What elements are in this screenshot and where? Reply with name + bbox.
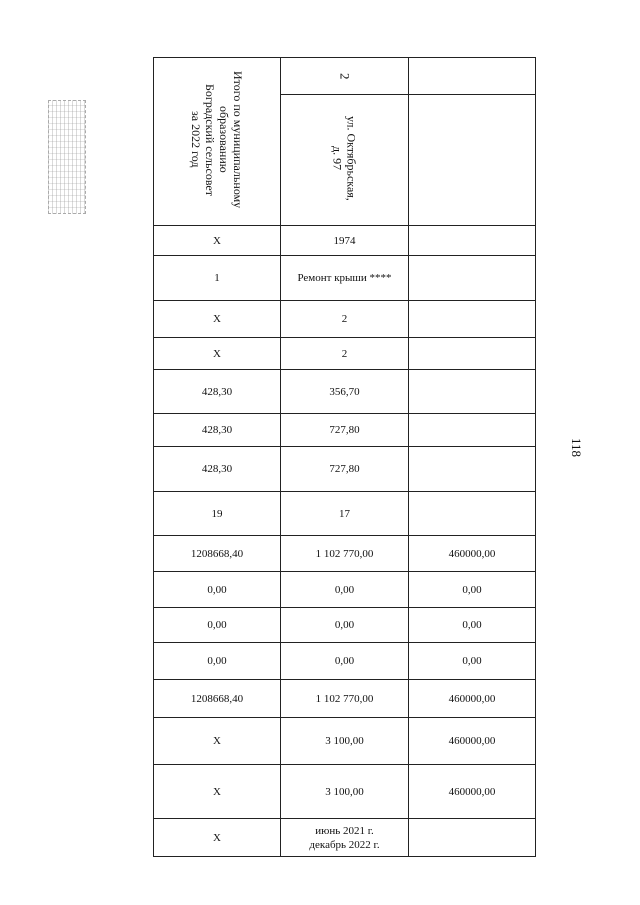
table-cell: 0,00	[154, 572, 281, 608]
table-cell: X	[154, 819, 281, 857]
table-cell: 428,30	[154, 414, 281, 447]
table-cell: 3 100,00	[281, 718, 409, 765]
header-column-number: 2	[337, 72, 353, 79]
table-row	[154, 226, 536, 256]
table-cell: 356,70	[281, 370, 409, 414]
table-cell: 17	[281, 492, 409, 536]
header-empty-cell	[409, 58, 536, 95]
table-cell: 0,00	[281, 572, 409, 608]
table-row	[154, 680, 536, 718]
table-cell: 1208668,40	[154, 536, 281, 572]
header-total-label: Итого по муниципальному образованию Боградский сельсовет за 2022 год	[189, 70, 245, 209]
table-cell: X	[154, 765, 281, 819]
table-cell: 1 102 770,00	[281, 680, 409, 718]
table-cell: X	[154, 301, 281, 338]
header-number-cell	[281, 58, 409, 95]
table-cell: 0,00	[154, 643, 281, 680]
table-row	[154, 819, 536, 857]
data-table	[153, 57, 536, 857]
table-row	[154, 256, 536, 301]
header-address-label: ул. Октябрьская, д. 97	[330, 115, 359, 201]
table-cell: 460000,00	[409, 680, 536, 718]
header-empty-cell	[409, 95, 536, 226]
table-row	[154, 414, 536, 447]
table-cell: 727,80	[281, 414, 409, 447]
table-row	[154, 492, 536, 536]
table-cell	[409, 819, 536, 857]
table-row	[154, 608, 536, 643]
table-cell	[409, 338, 536, 370]
table-cell: 2	[281, 301, 409, 338]
table-row	[154, 301, 536, 338]
table-cell	[409, 447, 536, 492]
table-cell: 460000,00	[409, 765, 536, 819]
table-cell: 0,00	[281, 643, 409, 680]
table-cell: 460000,00	[409, 536, 536, 572]
table-cell: 19	[154, 492, 281, 536]
table-cell: 0,00	[409, 572, 536, 608]
stamp-mark	[48, 100, 86, 214]
table-cell: 428,30	[154, 370, 281, 414]
table-cell	[409, 226, 536, 256]
table-cell: 0,00	[409, 608, 536, 643]
table-cell: 428,30	[154, 447, 281, 492]
table-cell: 0,00	[154, 608, 281, 643]
table-cell: 1	[154, 256, 281, 301]
table-cell	[409, 492, 536, 536]
header-total-cell	[154, 58, 281, 226]
table-row	[154, 765, 536, 819]
page-number: 118	[569, 438, 584, 458]
table-row	[154, 536, 536, 572]
table-cell: 1208668,40	[154, 680, 281, 718]
table-row	[154, 370, 536, 414]
header-row-top	[154, 58, 536, 95]
table-cell: 1974	[281, 226, 409, 256]
table-cell: 460000,00	[409, 718, 536, 765]
table-row	[154, 447, 536, 492]
table-cell: 1 102 770,00	[281, 536, 409, 572]
table-cell: X	[154, 718, 281, 765]
table-row	[154, 338, 536, 370]
table-cell: 3 100,00	[281, 765, 409, 819]
header-address-cell	[281, 95, 409, 226]
table-cell: июнь 2021 г. декабрь 2022 г.	[281, 819, 409, 857]
table-cell: Ремонт крыши ****	[281, 256, 409, 301]
table-cell	[409, 414, 536, 447]
table-cell: 2	[281, 338, 409, 370]
table-cell	[409, 256, 536, 301]
table-cell	[409, 301, 536, 338]
table-row	[154, 572, 536, 608]
table-cell: 0,00	[409, 643, 536, 680]
table-cell: 0,00	[281, 608, 409, 643]
table-row	[154, 643, 536, 680]
table-cell: X	[154, 338, 281, 370]
table-cell: 727,80	[281, 447, 409, 492]
table-cell	[409, 370, 536, 414]
table-row	[154, 718, 536, 765]
table-cell: X	[154, 226, 281, 256]
